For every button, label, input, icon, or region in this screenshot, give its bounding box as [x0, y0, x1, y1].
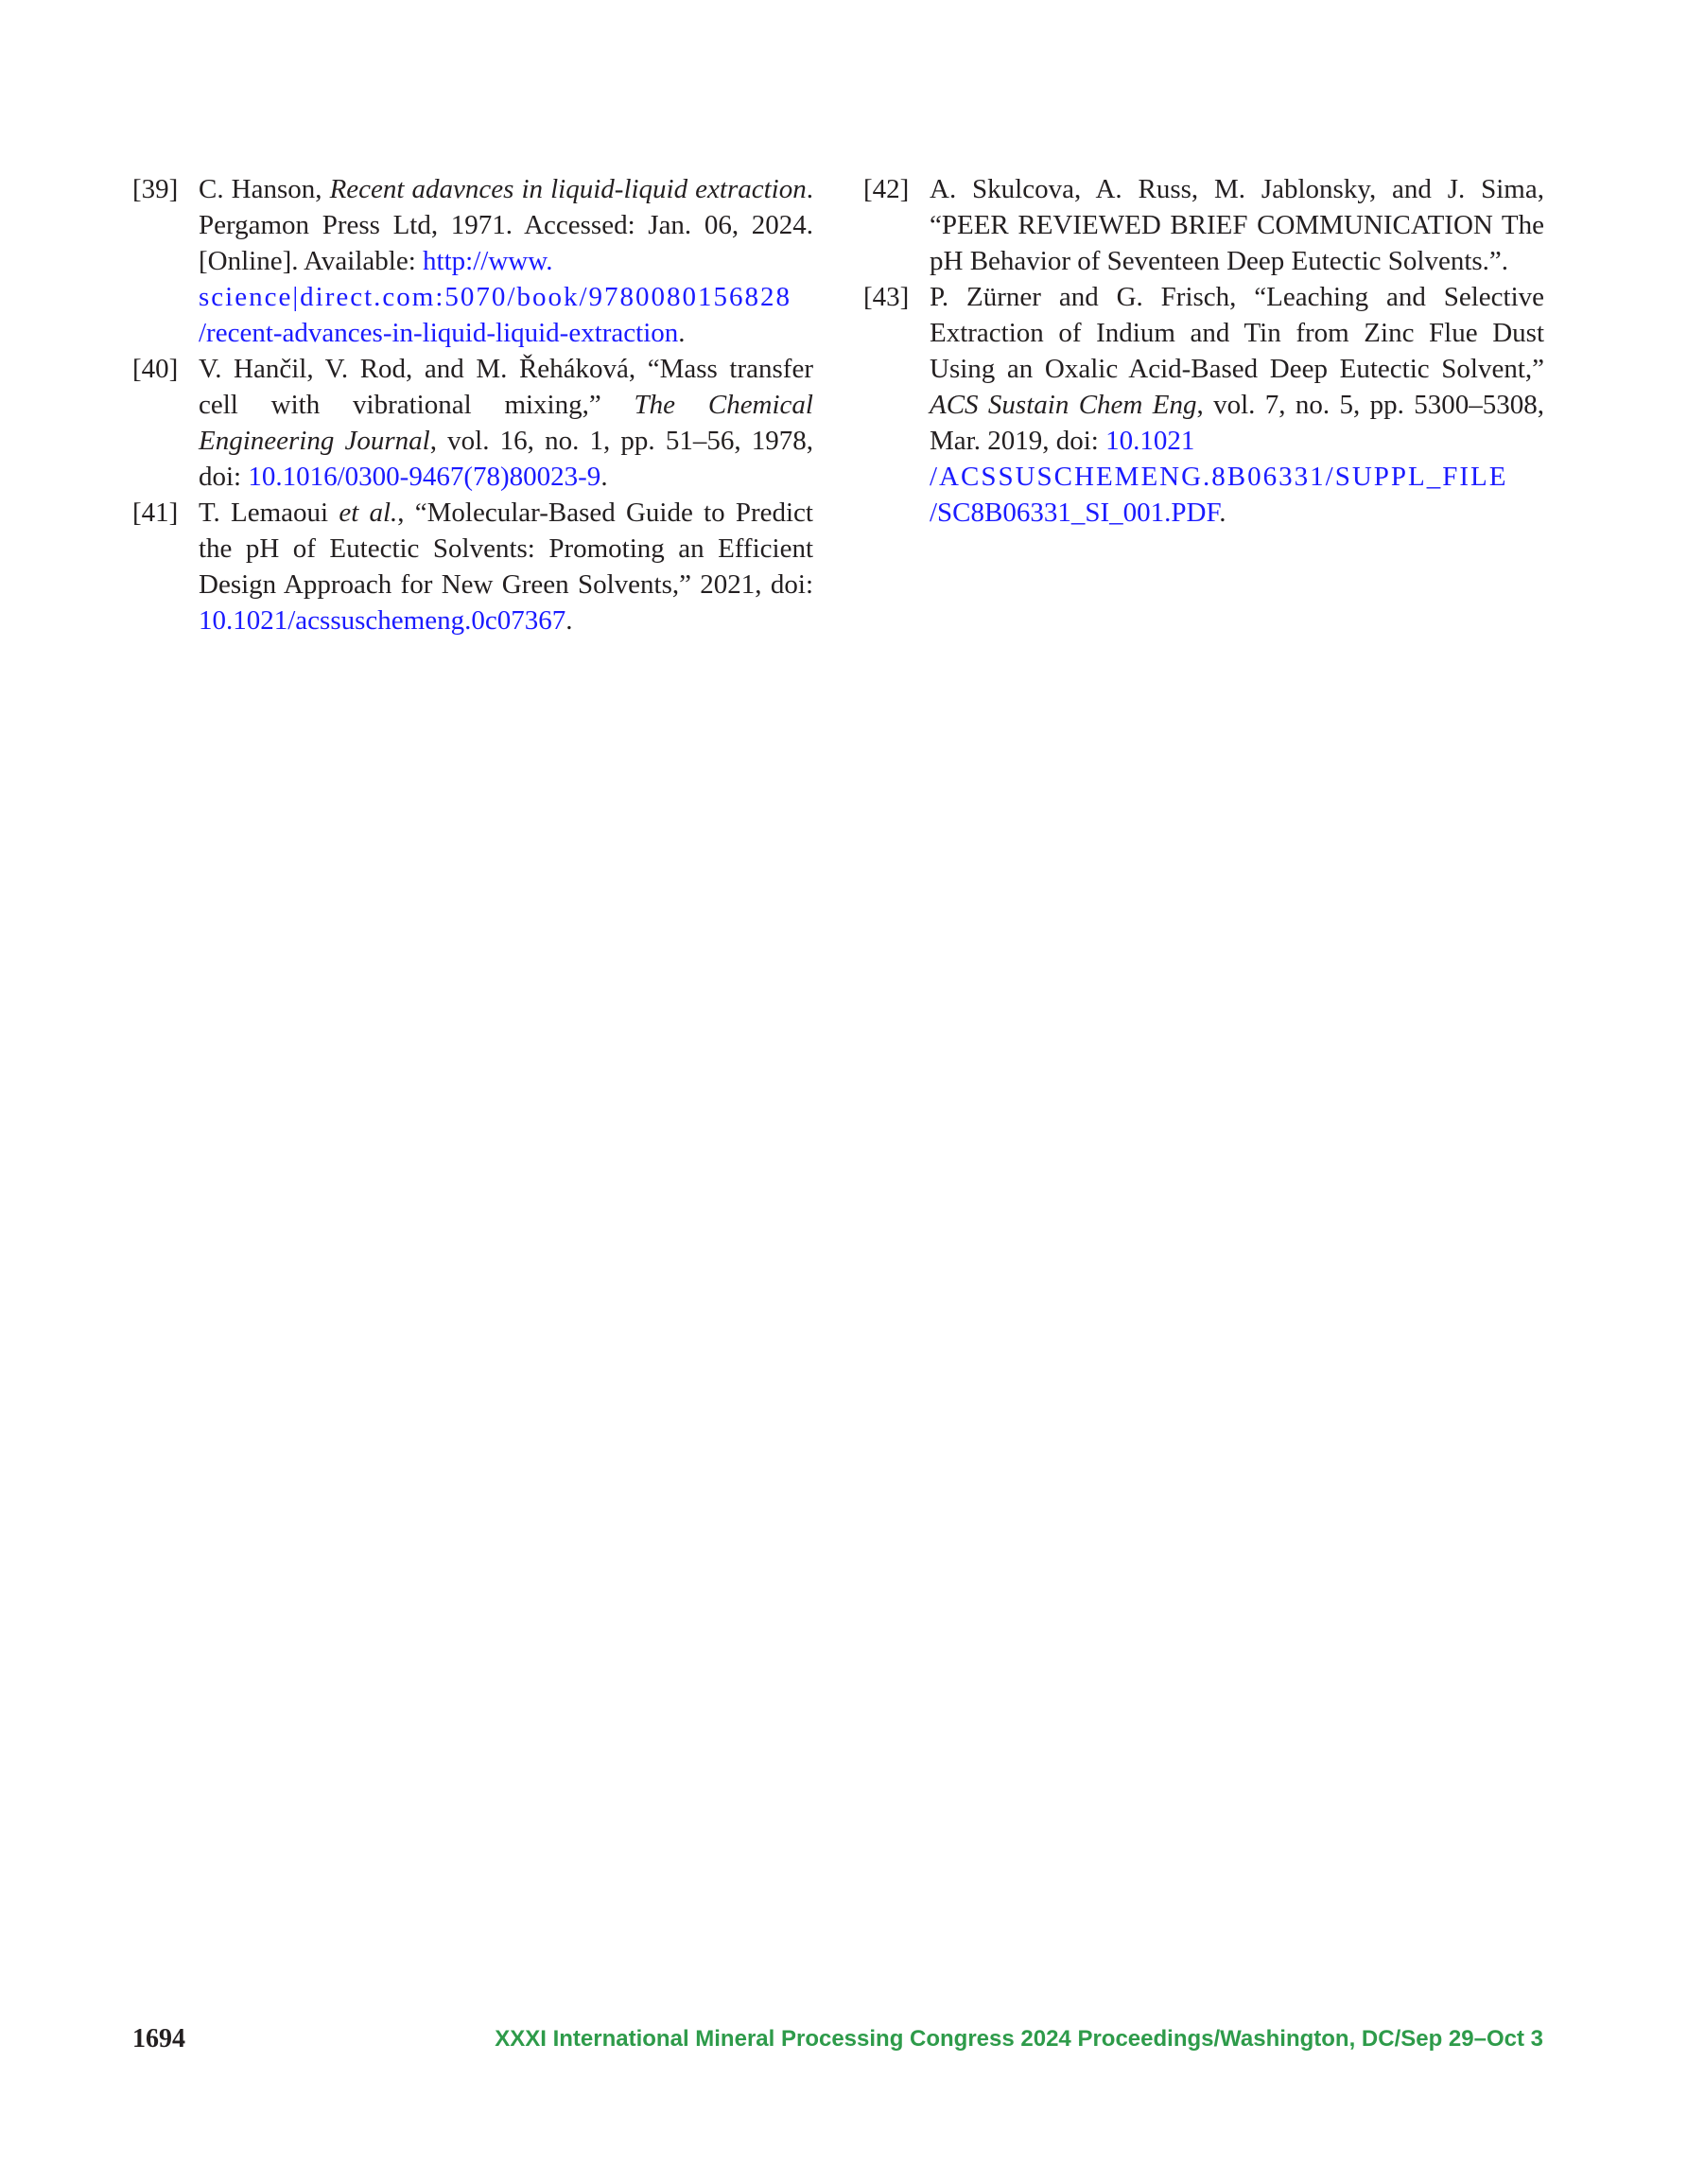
- reference-number: [39]: [132, 174, 179, 204]
- reference-text-part: .: [1219, 498, 1226, 528]
- reference-text-part: C. Hanson,: [199, 174, 330, 204]
- reference-number: [43]: [863, 282, 910, 312]
- reference-journal: ACS Sustain Chem Eng: [930, 390, 1197, 420]
- reference-text: [199, 351, 813, 495]
- reference-40: [132, 351, 813, 495]
- reference-text: A. Skulcova, A. Russ, M. Jablonsky, and J. Sima, “PEER REVIEWED BRIEF COMMUNICATION The pH Behavior of Seventeen Deep Eutectic Solvents.”.: [930, 174, 1544, 276]
- reference-et-al: et al.: [339, 498, 398, 528]
- proceedings-title: XXXI International Mineral Processing Congress 2024 Proceedings/Washington, DC/Sep 29–Oct 3: [495, 2026, 1543, 2052]
- reference-link-part[interactable]: http://www.: [423, 246, 553, 276]
- reference-link-part[interactable]: 10.1021: [1105, 426, 1195, 456]
- reference-text: [199, 171, 813, 351]
- reference-41: [132, 495, 813, 638]
- reference-text-part: T. Lemaoui: [199, 498, 339, 528]
- reference-link-part[interactable]: /recent-advances-in-liquid-liquid-extraction: [199, 318, 679, 348]
- page-number: 1694: [132, 2024, 185, 2053]
- reference-title: Recent adavnces in liquid-liquid extraction: [329, 174, 807, 204]
- reference-text-part: , vol. 7, no. 5, pp. 5300–5308, Mar. 2019, doi:: [930, 390, 1544, 456]
- reference-journal: The Chemical Engineering Journal: [199, 390, 813, 456]
- reference-number: [40]: [132, 354, 179, 384]
- reference-link-part[interactable]: /SC8B06331_SI_001.PDF: [930, 498, 1220, 528]
- reference-text: [930, 279, 1544, 531]
- reference-text-part: , “Molecular-Based Guide to Predict the pH of Eutectic Solvents: Promoting an Efficient Design Approach for New Green Solvents,” 2021, doi:: [199, 498, 813, 600]
- reference-text: [199, 495, 813, 638]
- reference-number: [42]: [863, 174, 910, 204]
- reference-text-part: P. Zürner and G. Frisch, “Leaching and Selective Extraction of Indium and Tin from Zinc Flue Dust Using an Oxalic Acid-Based Deep Eutectic Solvent,”: [930, 282, 1544, 384]
- reference-text-part: .: [678, 318, 686, 348]
- reference-doi-link[interactable]: 10.1021/acssuschemeng.0c07367: [199, 605, 566, 636]
- reference-link-part[interactable]: science|direct.com:5070/book/9780080156828: [199, 282, 791, 312]
- reference-link-part[interactable]: /ACSSUSCHEMENG.8B06331/SUPPL_FILE: [930, 462, 1508, 492]
- reference-39: [132, 171, 813, 351]
- reference-text-part: , vol. 16, no. 1, pp. 51–56, 1978, doi:: [199, 426, 813, 492]
- reference-number: [41]: [132, 498, 179, 528]
- references-right-column: [863, 171, 1544, 531]
- reference-text-part: .: [565, 605, 573, 636]
- reference-text-part: .: [600, 462, 608, 492]
- reference-text-part: . Pergamon Press Ltd, 1971. Accessed: Jan. 06, 2024. [Online]. Available:: [199, 174, 813, 276]
- reference-text-part: V. Hančil, V. Rod, and M. Řeháková, “Mass transfer cell with vibrational mixing,”: [199, 354, 813, 420]
- reference-43: [863, 279, 1544, 531]
- references-left-column: [132, 171, 813, 638]
- reference-42: [863, 171, 1544, 279]
- reference-doi-link[interactable]: 10.1016/0300-9467(78)80023-9: [248, 462, 601, 492]
